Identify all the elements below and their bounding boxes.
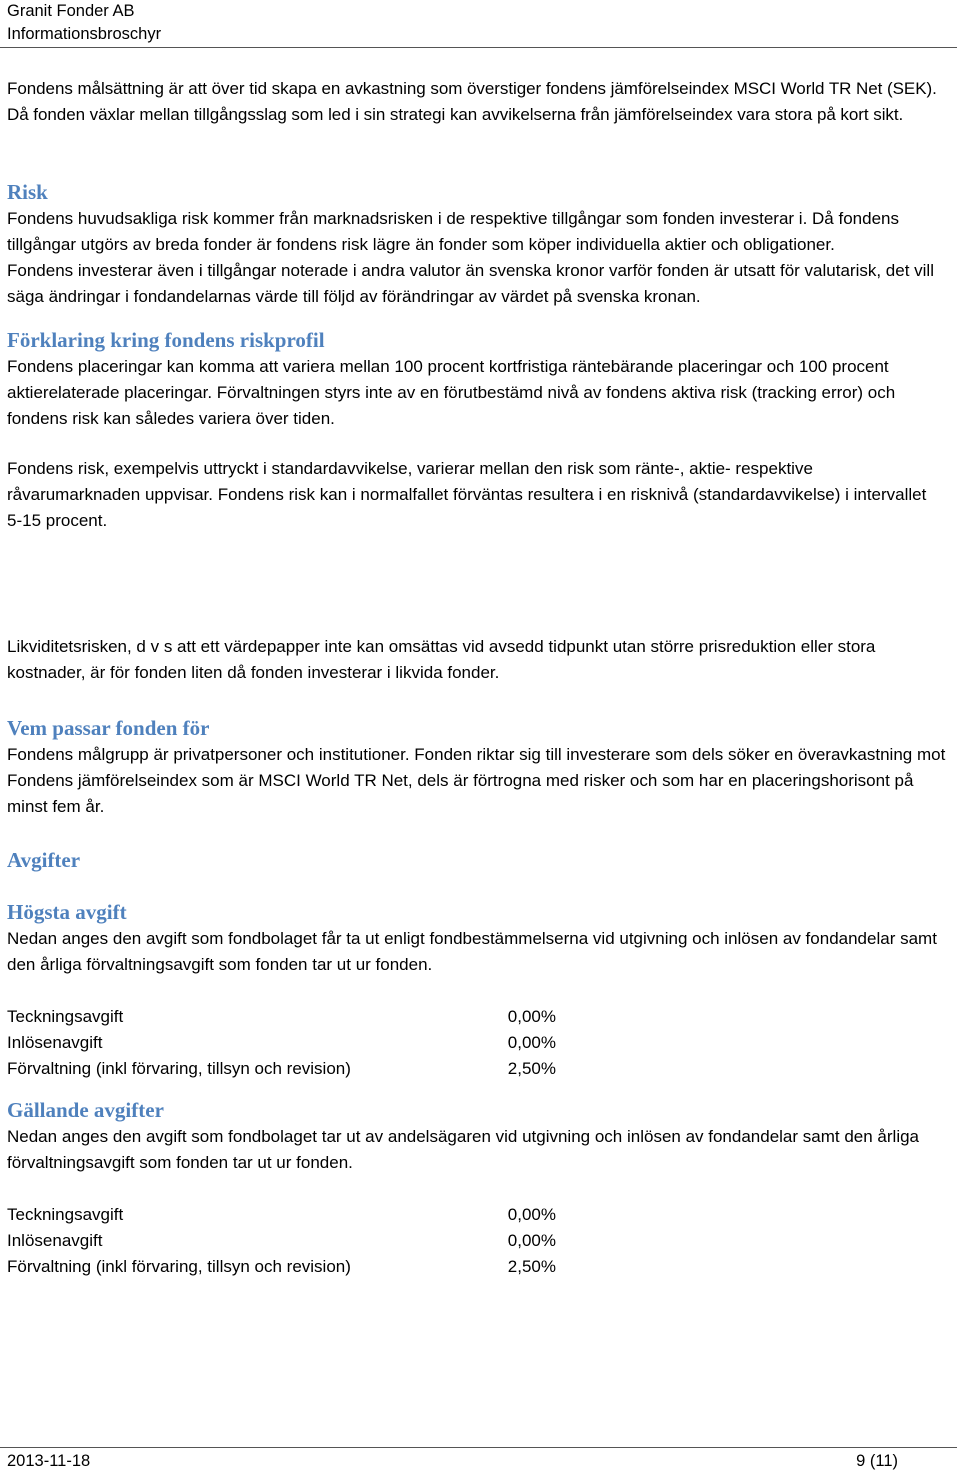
hogsta-avgift-table bbox=[7, 1004, 556, 1082]
fee-value: 0,00% bbox=[507, 1007, 556, 1026]
fee-label: Inlösenavgift bbox=[7, 1231, 103, 1250]
header-company: Granit Fonder AB bbox=[7, 2, 135, 20]
table-row bbox=[7, 1004, 556, 1030]
footer-page-number: 9 (11) bbox=[856, 1452, 898, 1470]
riskprofil-heading: Förklaring kring fondens riskprofil bbox=[7, 328, 325, 352]
hogsta-avgift-paragraph: Nedan anges den avgift som fondbolaget får ta ut enligt fondbestämmelserna vid utgivning och inlösen av fondandelar samt den årliga förvaltningsavgift som fonden tar ut ur fonden. bbox=[7, 929, 937, 974]
page-header bbox=[7, 0, 161, 46]
intro-paragraph: Fondens målsättning är att över tid skapa en avkastning som överstiger fondens jämförelseindex MSCI World TR Net (SEK). Då fonden växlar mellan tillgångsslag som led i sin strategi kan avvikelserna från jämförelseindex vara stora på kort sikt. bbox=[7, 79, 937, 124]
malgrupp-heading: Vem passar fonden för bbox=[7, 716, 210, 740]
header-divider bbox=[0, 47, 957, 48]
table-row bbox=[7, 1056, 556, 1082]
gallande-avgifter-paragraph: Nedan anges den avgift som fondbolaget tar ut av andelsägaren vid utgivning och inlösen av fondandelar samt den årliga förvaltningsavgift som fonden tar ut ur fonden. bbox=[7, 1127, 919, 1172]
table-row bbox=[7, 1254, 556, 1280]
riskprofil-paragraph-2: Fondens risk, exempelvis uttryckt i standardavvikelse, varierar mellan den risk som ränte-, aktie- respektive råvarumarknaden uppvisar. Fondens risk kan i normalfallet förväntas resultera i en risknivå (standardavvikelse) i intervallet 5-15 procent. bbox=[7, 459, 927, 530]
risk-paragraph-1: Fondens huvudsakliga risk kommer från marknadsrisken i de respektive tillgångar som fonden investerar i. Då fondens tillgångar utgörs av breda fonder är fondens risk lägre än fonder som köper individuella aktier och obligationer. bbox=[7, 209, 899, 254]
footer-divider bbox=[0, 1447, 957, 1448]
fee-value: 0,00% bbox=[507, 1231, 556, 1250]
gallande-avgifter-heading: Gällande avgifter bbox=[7, 1098, 164, 1122]
page-content bbox=[7, 76, 946, 1280]
risk-heading: Risk bbox=[7, 180, 48, 204]
malgrupp-paragraph: Fondens målgrupp är privatpersoner och institutioner. Fonden riktar sig till investerare som dels söker en överavkastning mot Fondens jämförelseindex som är MSCI World TR Net, dels är förtrogna med risker och som har en placeringshorisont på minst fem år. bbox=[7, 745, 946, 816]
fee-value: 0,00% bbox=[507, 1033, 556, 1052]
likviditet-paragraph: Likviditetsrisken, d v s att ett värdepapper inte kan omsättas vid avsedd tidpunkt utan större prisreduktion eller stora kostnader, är för fonden liten då fonden investerar i likvida fonder. bbox=[7, 637, 876, 682]
gallande-avgifter-table bbox=[7, 1202, 556, 1280]
fee-label: Teckningsavgift bbox=[7, 1007, 124, 1026]
fee-label: Teckningsavgift bbox=[7, 1205, 124, 1224]
footer-date: 2013-11-18 bbox=[7, 1452, 91, 1470]
table-row bbox=[7, 1228, 556, 1254]
risk-paragraph-2: Fondens investerar även i tillgångar noterade i andra valutor än svenska kronor varför fonden är utsatt för valutarisk, det vill säga ändringar i fondandelarnas värde till följd av förändringar av värdet på svenska kronan. bbox=[7, 261, 934, 306]
header-doc-title: Informationsbroschyr bbox=[7, 25, 162, 43]
riskprofil-paragraph-1: Fondens placeringar kan komma att variera mellan 100 procent kortfristiga räntebärande placeringar och 100 procent aktierelaterade placeringar. Förvaltningen styrs inte av en förutbestämd nivå av fondens aktiva risk (tracking error) och fondens risk kan således variera över tiden. bbox=[7, 357, 896, 428]
avgifter-heading: Avgifter bbox=[7, 848, 81, 872]
fee-label: Förvaltning (inkl förvaring, tillsyn och revision) bbox=[7, 1059, 351, 1078]
hogsta-avgift-heading: Högsta avgift bbox=[7, 900, 127, 924]
fee-value: 2,50% bbox=[507, 1059, 556, 1078]
table-row bbox=[7, 1030, 556, 1056]
table-row bbox=[7, 1202, 556, 1228]
fee-label: Inlösenavgift bbox=[7, 1033, 103, 1052]
fee-label: Förvaltning (inkl förvaring, tillsyn och revision) bbox=[7, 1257, 351, 1276]
fee-value: 0,00% bbox=[507, 1205, 556, 1224]
fee-value: 2,50% bbox=[507, 1257, 556, 1276]
